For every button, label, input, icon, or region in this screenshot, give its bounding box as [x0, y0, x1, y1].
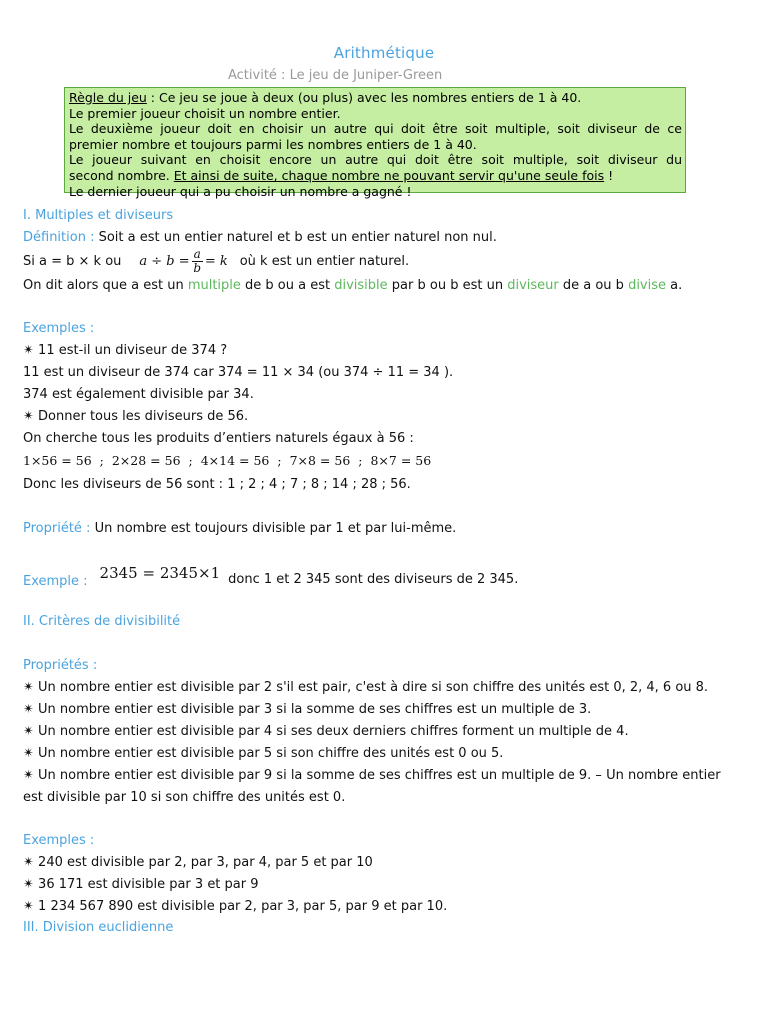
example-text: Donc les diviseurs de 56 sont : 1 ; 2 ; 4 ; 7 ; 8 ; 14 ; 28 ; 56.: [23, 477, 411, 492]
rules-line-4: premier nombre et toujours parmi les nombres entiers de 1 à 40.: [69, 136, 477, 152]
star-bullet-icon: ✴: [23, 768, 34, 783]
rules-line-1: Règle du jeu : Ce jeu se joue à deux (ou plus) avec les nombres entiers de 1 à 40.: [69, 90, 582, 105]
examples-label: Exemples :: [23, 833, 95, 848]
examples-label: Exemples :: [23, 321, 95, 336]
star-bullet-icon: ✴: [23, 702, 34, 717]
example-item: ✴ 1 234 567 890 est divisible par 2, par 3, par 5, par 9 et par 10.: [23, 899, 448, 914]
properties-label: Propriétés :: [23, 658, 98, 673]
property-item-continued: est divisible par 10 si son chiffre des unités est 0.: [23, 790, 346, 805]
fraction: $\frac{a}{b}$: [193, 246, 202, 275]
example-text: On cherche tous les produits d’entiers naturels égaux à 56 :: [23, 431, 414, 446]
example-item: ✴ 36 171 est divisible par 3 et par 9: [23, 877, 259, 892]
star-bullet-icon: ✴: [23, 855, 34, 870]
rules-box: [64, 87, 686, 199]
example-item: ✴ 11 est-il un diviseur de 374 ?: [23, 343, 228, 358]
star-bullet-icon: ✴: [23, 724, 34, 739]
property-item: ✴ Un nombre entier est divisible par 9 si la somme de ses chiffres est un multiple de 9. – Un nombre entier: [23, 768, 721, 783]
definition-terms: On dit alors que a est un multiple de b ou a est divisible par b ou b est un diviseur de a ou b divise a.: [23, 278, 683, 293]
rules-line-3: Le deuxième joueur doit en choisir un autre qui doit être soit multiple, soit diviseur de ce: [69, 121, 682, 137]
property-item: ✴ Un nombre entier est divisible par 3 si la somme de ses chiffres est un multiple de 3.: [23, 702, 592, 717]
example-text: 374 est également divisible par 34.: [23, 387, 254, 402]
property-item: ✴ Un nombre entier est divisible par 2 s'il est pair, c'est à dire si son chiffre des unités est 0, 2, 4, 6 ou 8.: [23, 680, 709, 695]
section-2-heading: II. Critères de divisibilité: [23, 614, 181, 629]
property-item: ✴ Un nombre entier est divisible par 5 si son chiffre des unités est 0 ou 5.: [23, 746, 504, 761]
star-bullet-icon: ✴: [23, 746, 34, 761]
section-3-heading: III. Division euclidienne: [23, 920, 174, 935]
rules-line-7: Le dernier joueur qui a pu choisir un nombre a gagné !: [69, 183, 412, 199]
rules-line-6: second nombre. Et ainsi de suite, chaque nombre ne pouvant servir qu'une seule fois !: [69, 167, 614, 183]
example-item: ✴ Donner tous les diviseurs de 56.: [23, 409, 249, 424]
definition-line: Définition : Soit a est un entier naturel et b est un entier naturel non nul.: [23, 230, 497, 245]
property-item: ✴ Un nombre entier est divisible par 4 si ses deux derniers chiffres forment un multiple de 4.: [23, 724, 629, 739]
rules-line-5: Le joueur suivant en choisit encore un autre qui doit être soit multiple, soit diviseur du: [69, 152, 682, 168]
rules-label: Règle du jeu: [69, 90, 147, 105]
rules-line-2: Le premier joueur choisit un nombre entier.: [69, 105, 341, 121]
single-example-line: Exemple : 2345 = 2345×1 donc 1 et 2 345 sont des diviseurs de 2 345.: [23, 564, 519, 589]
example-item: ✴ 240 est divisible par 2, par 3, par 4, par 5 et par 10: [23, 855, 373, 870]
star-bullet-icon: ✴: [23, 680, 34, 695]
star-bullet-icon: ✴: [23, 409, 34, 424]
star-bullet-icon: ✴: [23, 343, 34, 358]
page-title: Arithmétique: [333, 44, 435, 62]
property-line: Propriété : Un nombre est toujours divisible par 1 et par lui-même.: [23, 521, 457, 536]
section-1-heading: I. Multiples et diviseurs: [23, 208, 174, 223]
star-bullet-icon: ✴: [23, 877, 34, 892]
products-line: 1×56 = 56 ; 2×28 = 56 ; 4×14 = 56 ; 7×8 = 56 ; 8×7 = 56: [23, 453, 432, 468]
page-subtitle: Activité : Le jeu de Juniper-Green: [228, 68, 443, 83]
star-bullet-icon: ✴: [23, 899, 34, 914]
example-text: 11 est un diviseur de 374 car 374 = 11 × 34 (ou 374 ÷ 11 = 34 ).: [23, 365, 454, 380]
formula-line: Si a = b × k ou a ÷ b = $\frac{a}{b}$ = k où k est un entier naturel.: [23, 246, 410, 275]
